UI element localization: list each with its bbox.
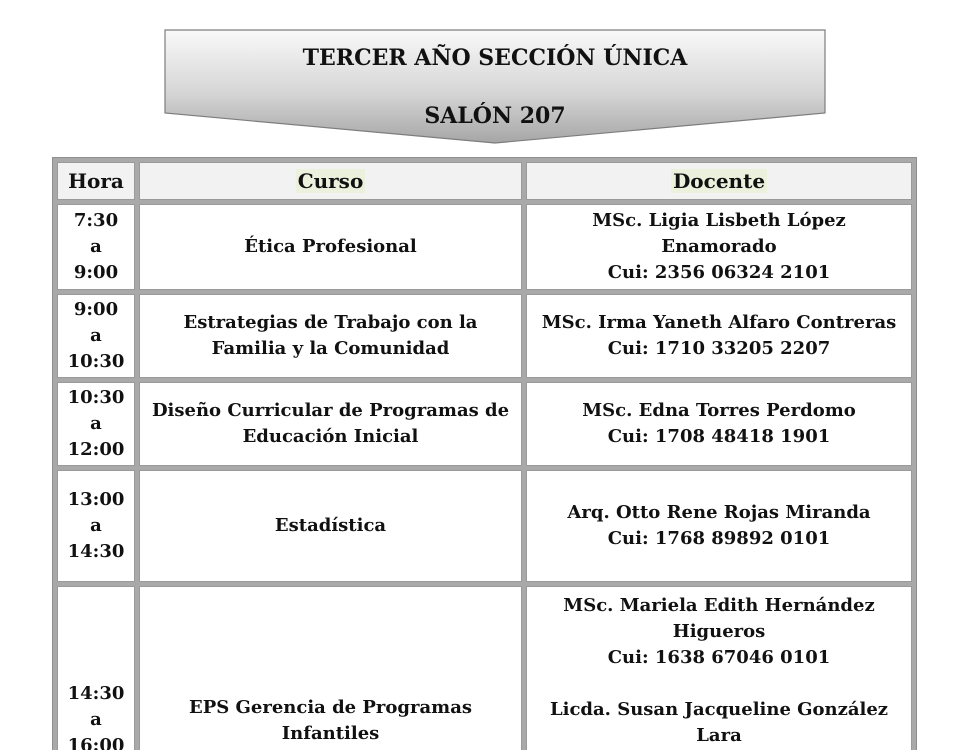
docente-line: Licda. Susan Jacqueline González — [549, 699, 889, 720]
hora-cell — [57, 470, 135, 582]
table-row — [57, 470, 912, 582]
hora-separator: a — [90, 515, 102, 536]
curso-cell: Diseño Curricular de Programas de Educación Inicial — [139, 382, 522, 466]
header-curso — [139, 162, 522, 200]
curso-text: EPS Gerencia de Programas Infantiles — [189, 697, 472, 744]
hora-cell — [57, 294, 135, 378]
docente-cell — [526, 204, 912, 290]
table-row — [57, 382, 912, 466]
docente-cell — [526, 586, 912, 750]
hora-separator: a — [90, 236, 102, 257]
header-hora-label: Hora — [68, 169, 124, 193]
curso-cell — [139, 586, 522, 750]
docente-cui: Cui: 1638 67046 0101 — [607, 647, 831, 668]
hora-start: 9:00 — [73, 299, 119, 320]
docente-line: Arq. Otto Rene Rojas Miranda — [567, 502, 871, 523]
hora-start: 14:30 — [67, 683, 125, 704]
header-docente — [526, 162, 912, 200]
docente-cell — [526, 294, 912, 378]
docente-cell — [526, 382, 912, 466]
table-row — [57, 586, 912, 750]
hora-cell — [57, 382, 135, 466]
hora-start: 10:30 — [67, 387, 125, 408]
hora-end: 12:00 — [67, 439, 125, 460]
docente-line: MSc. Edna Torres Perdomo — [582, 400, 856, 421]
title-banner — [164, 29, 826, 144]
docente-line: Higueros — [672, 621, 766, 642]
hora-start: 13:00 — [67, 489, 125, 510]
curso-cell: Estadística — [139, 470, 522, 582]
hora-end: 14:30 — [67, 541, 125, 562]
header-curso-label: Curso — [297, 169, 364, 193]
header-docente-label: Docente — [672, 169, 766, 193]
docente-line: MSc. Mariela Edith Hernández — [563, 595, 875, 616]
docente-cui: Cui: 1710 33205 2207 — [607, 338, 831, 359]
hora-separator: a — [90, 709, 102, 730]
banner-title: TERCER AÑO SECCIÓN ÚNICA — [302, 45, 688, 71]
hora-separator: a — [90, 325, 102, 346]
hora-start: 7:30 — [73, 210, 119, 231]
hora-end: 9:00 — [73, 262, 119, 283]
curso-cell: Ética Profesional — [139, 204, 522, 290]
hora-end: 10:30 — [67, 351, 125, 372]
docente-cui: Cui: 1768 89892 0101 — [607, 528, 831, 549]
banner-room: SALÓN 207 — [424, 103, 566, 129]
docente-cui: Cui: 2356 06324 2101 — [607, 262, 831, 283]
curso-cell: Estrategias de Trabajo con la Familia y la Comunidad — [139, 294, 522, 378]
docente-cui: Cui: 1708 48418 1901 — [607, 426, 831, 447]
docente-cell — [526, 470, 912, 582]
hora-cell — [57, 204, 135, 290]
header-hora — [57, 162, 135, 200]
docente-line: Enamorado — [661, 236, 777, 257]
docente-line: MSc. Ligia Lisbeth López — [592, 210, 846, 231]
docente-spacer — [531, 671, 907, 697]
hora-end: 16:00 — [67, 735, 125, 750]
hora-cell — [57, 586, 135, 750]
table-row — [57, 294, 912, 378]
table-header-row — [57, 162, 912, 200]
schedule-table — [52, 157, 917, 750]
docente-line: MSc. Irma Yaneth Alfaro Contreras — [541, 312, 897, 333]
docente-line: Lara — [696, 725, 742, 746]
hora-separator: a — [90, 413, 102, 434]
table-row — [57, 204, 912, 290]
